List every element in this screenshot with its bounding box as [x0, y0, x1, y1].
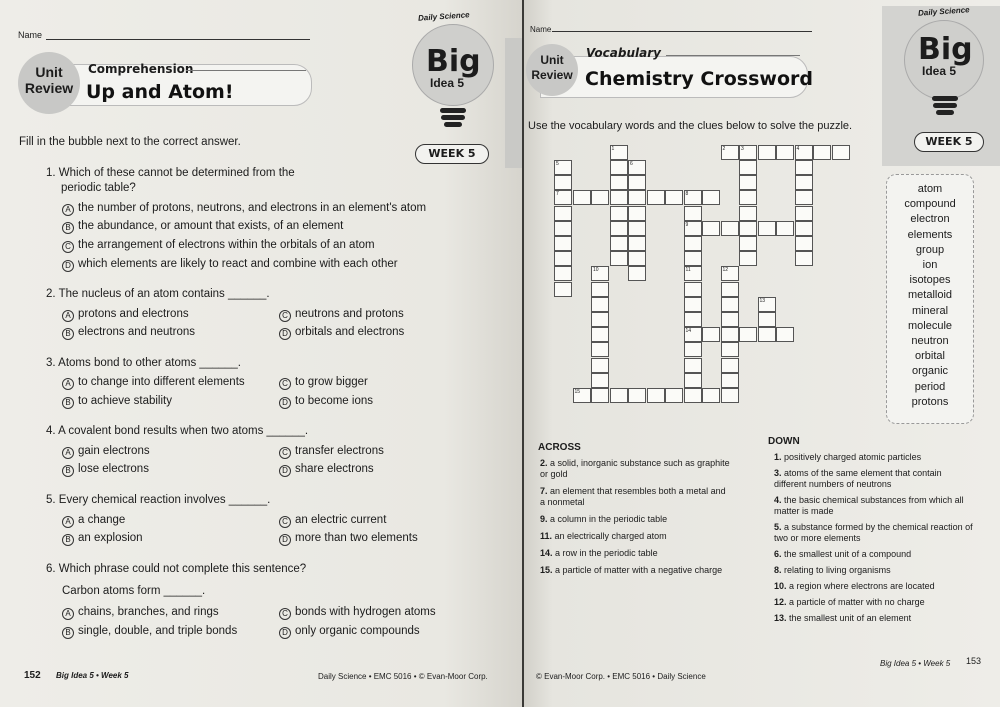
down-clue: [774, 581, 974, 592]
crossword-cell[interactable]: [628, 388, 646, 403]
crossword-cell[interactable]: [776, 221, 794, 236]
question-3: 3. Atoms bond to other atoms ______.: [46, 357, 241, 369]
clue-text: the smallest unit of an element: [789, 613, 912, 623]
q3-option-d[interactable]: D to become ions: [279, 395, 373, 409]
name-line[interactable]: [552, 31, 812, 32]
crossword-cell[interactable]: [591, 342, 609, 357]
instruction-text: Use the vocabulary words and the clues below to solve the puzzle.: [528, 120, 853, 132]
clue-number-label: 13: [759, 297, 766, 304]
q4-option-d[interactable]: D share electrons: [279, 463, 374, 477]
q2-option-c[interactable]: C neutrons and protons: [279, 308, 404, 322]
word-bank-item: orbital: [915, 350, 945, 363]
word-bank: [886, 174, 974, 424]
crossword-cell[interactable]: [813, 145, 831, 160]
clue-number-label: 8: [685, 191, 689, 198]
unit-review-badge: [526, 44, 578, 96]
crossword-cell[interactable]: [591, 297, 609, 312]
question-6: 6. Which phrase could not complete this sentence?: [46, 563, 307, 575]
across-clues: [540, 458, 730, 582]
down-clue: [774, 597, 974, 608]
crossword-cell[interactable]: [610, 190, 628, 205]
clue-text: positively charged atomic particles: [784, 452, 922, 462]
q6-option-c[interactable]: C bonds with hydrogen atoms: [279, 606, 436, 620]
q5-option-a[interactable]: A a change: [62, 514, 125, 528]
crossword-cell[interactable]: [776, 145, 794, 160]
crossword-cell[interactable]: [628, 221, 646, 236]
footer-publisher: © Evan-Moor Corp. • EMC 5016 • Daily Science: [536, 672, 706, 681]
clue-number: 13.: [774, 613, 787, 623]
crossword-cell[interactable]: [628, 236, 646, 251]
crossword-cell[interactable]: [795, 160, 813, 175]
question-6-line2: Carbon atoms form ______.: [62, 585, 206, 597]
across-clue: [540, 531, 730, 542]
clue-number-label: 14: [685, 328, 692, 335]
q3-option-b[interactable]: B to achieve stability: [62, 395, 172, 409]
crossword-cell[interactable]: [684, 251, 702, 266]
clue-text: a particle of matter with a negative charge: [555, 565, 723, 575]
q1-option-d[interactable]: D which elements are likely to react and combine with each other: [62, 258, 398, 272]
across-clue: [540, 458, 730, 480]
clue-text: relating to living organisms: [784, 565, 891, 575]
crossword-cell[interactable]: [684, 342, 702, 357]
q6-option-d[interactable]: D only organic compounds: [279, 625, 420, 639]
word-bank-item: molecule: [907, 319, 953, 332]
clue-number-label: 1: [611, 145, 615, 152]
crossword-cell[interactable]: [573, 190, 591, 205]
section-kind: Vocabulary: [586, 46, 661, 60]
crossword-cell[interactable]: [795, 190, 813, 205]
bulb-base-icon: [440, 108, 466, 113]
down-clue: [774, 468, 974, 490]
down-clues: [774, 452, 974, 629]
q5-option-b[interactable]: B an explosion: [62, 532, 143, 546]
word-bank-item: protons: [911, 395, 949, 408]
q5-option-d[interactable]: D more than two elements: [279, 532, 418, 546]
unit-label: Unit: [540, 53, 564, 67]
name-label: Name: [18, 30, 43, 40]
crossword-cell[interactable]: [684, 206, 702, 221]
q3-option-a[interactable]: A to change into different elements: [62, 376, 245, 390]
crossword-cell[interactable]: [610, 175, 628, 190]
crossword-cell[interactable]: [665, 190, 683, 205]
crossword-cell[interactable]: [684, 358, 702, 373]
crossword-cell[interactable]: [591, 327, 609, 342]
crossword-cell[interactable]: [739, 327, 757, 342]
review-label: Review: [24, 80, 74, 96]
word-bank-item: isotopes: [909, 274, 951, 287]
crossword-cell[interactable]: [591, 282, 609, 297]
q3-option-c[interactable]: C to grow bigger: [279, 376, 368, 390]
crossword-cell[interactable]: [591, 388, 609, 403]
crossword-cell[interactable]: [554, 266, 572, 281]
clue-number: 3.: [774, 468, 782, 478]
crossword-cell[interactable]: [739, 206, 757, 221]
crossword-cell[interactable]: [684, 312, 702, 327]
crossword-cell[interactable]: [610, 236, 628, 251]
clue-number: 11.: [540, 531, 553, 541]
word-bank-item: elements: [907, 228, 953, 241]
word-bank-item: period: [914, 380, 946, 393]
crossword-cell[interactable]: [610, 221, 628, 236]
q1-option-a[interactable]: A the number of protons, neutrons, and electrons in an element's atom: [62, 202, 426, 216]
clue-number-label: 11: [685, 267, 691, 274]
bulb-base-icon-2: [441, 115, 465, 120]
across-clue: [540, 514, 730, 525]
question-1: 1. Which of these cannot be determined from the: [46, 167, 295, 179]
crossword-cell[interactable]: [554, 282, 572, 297]
clue-number-label: 4: [796, 145, 800, 152]
clue-text: a row in the periodic table: [555, 548, 658, 558]
crossword-cell[interactable]: [554, 206, 572, 221]
kind-rule: [186, 70, 306, 71]
q2-option-a[interactable]: A protons and electrons: [62, 308, 189, 322]
word-bank-item: mineral: [911, 304, 949, 317]
idea-label: Idea 5: [430, 76, 465, 90]
instruction-text: Fill in the bubble next to the correct answer.: [19, 136, 241, 148]
clue-number: 10.: [774, 581, 787, 591]
crossword-cell[interactable]: [610, 160, 628, 175]
daily-science-label: Daily Science: [917, 5, 970, 18]
bulb-base-icon-2: [933, 103, 957, 108]
crossword-cell[interactable]: [591, 312, 609, 327]
crossword-cell[interactable]: [758, 145, 776, 160]
daily-science-label: Daily Science: [417, 10, 470, 23]
crossword-cell[interactable]: [795, 206, 813, 221]
crossword-cell[interactable]: [721, 282, 739, 297]
bulb-base-icon-3: [444, 122, 462, 127]
crossword-cell[interactable]: [739, 251, 757, 266]
unit-label: Unit: [35, 64, 63, 80]
clue-number-label: 10: [593, 267, 599, 274]
crossword-cell[interactable]: [647, 388, 665, 403]
clue-text: a particle of matter with no charge: [789, 597, 925, 607]
clue-number-label: 7: [556, 191, 559, 198]
crossword-cell[interactable]: [721, 358, 739, 373]
crossword-cell[interactable]: [795, 251, 813, 266]
q4-option-b[interactable]: B lose electrons: [62, 463, 149, 477]
q6-option-a[interactable]: A chains, branches, and rings: [62, 606, 219, 620]
crossword-cell[interactable]: [795, 175, 813, 190]
crossword-cell[interactable]: [721, 312, 739, 327]
down-clue: [774, 495, 974, 517]
clue-text: atoms of the same element that contain different numbers of neutrons: [774, 468, 942, 489]
right-page: [524, 0, 1000, 707]
section-kind: Comprehension: [88, 62, 194, 76]
clue-number: 12.: [774, 597, 787, 607]
crossword-cell[interactable]: [721, 327, 739, 342]
big-label: Big: [426, 44, 481, 79]
crossword-cell[interactable]: [591, 358, 609, 373]
down-clue: [774, 522, 974, 544]
crossword-cell[interactable]: [739, 160, 757, 175]
clue-number: 4.: [774, 495, 782, 505]
clue-number: 2.: [540, 458, 548, 468]
big-idea-badge: [406, 6, 506, 146]
question-2: 2. The nucleus of an atom contains ______.: [46, 288, 270, 300]
down-clue: [774, 452, 974, 463]
across-title: ACROSS: [538, 442, 581, 453]
crossword-cell[interactable]: [758, 221, 776, 236]
crossword-cell[interactable]: [665, 388, 683, 403]
clue-number-label: 6: [630, 161, 633, 167]
down-clue: [774, 613, 974, 624]
crossword-cell[interactable]: [684, 388, 702, 403]
clue-number: 1.: [774, 452, 782, 462]
word-bank-item: group: [915, 243, 945, 256]
crossword-cell[interactable]: [610, 251, 628, 266]
down-clue: [774, 549, 974, 560]
page-title: Up and Atom!: [86, 81, 234, 103]
side-strip: [505, 38, 522, 168]
clue-text: a column in the periodic table: [550, 514, 668, 524]
crossword-cell[interactable]: [628, 266, 646, 281]
crossword-cell[interactable]: [628, 175, 646, 190]
name-label: Name: [530, 25, 552, 34]
crossword-cell[interactable]: [739, 190, 757, 205]
clue-number-label: 15: [574, 389, 581, 395]
q4-option-c[interactable]: C transfer electrons: [279, 445, 384, 459]
crossword-cell[interactable]: [591, 190, 609, 205]
idea-label: Idea 5: [922, 64, 957, 78]
review-label: Review: [531, 68, 573, 82]
clue-text: a solid, inorganic substance such as graphite or gold: [540, 458, 730, 479]
crossword-cell[interactable]: [554, 251, 572, 266]
crossword-cell[interactable]: [776, 327, 794, 342]
clue-text: a substance formed by the chemical reaction of two or more elements: [774, 522, 973, 543]
crossword-cell[interactable]: [684, 282, 702, 297]
clue-number: 6.: [774, 549, 782, 559]
footer-week: Big Idea 5 • Week 5: [880, 659, 951, 668]
down-title: DOWN: [768, 436, 800, 447]
word-bank-item: organic: [911, 365, 949, 378]
page-number: 153: [966, 656, 982, 666]
clue-number: 5.: [774, 522, 782, 532]
crossword-cell[interactable]: [832, 145, 850, 160]
clue-number: 8.: [774, 565, 782, 575]
big-label: Big: [918, 32, 973, 67]
crossword-cell[interactable]: [721, 297, 739, 312]
word-bank-item: atom: [917, 183, 943, 195]
q6-option-b[interactable]: B single, double, and triple bonds: [62, 625, 237, 639]
crossword-cell[interactable]: [610, 388, 628, 403]
across-clue: [540, 565, 730, 576]
crossword-cell[interactable]: [647, 190, 665, 205]
footer-week: Big Idea 5 • Week 5: [56, 671, 129, 680]
clue-number-label: 5: [556, 161, 559, 167]
crossword-cell[interactable]: [795, 221, 813, 236]
page-number: 152: [24, 670, 41, 681]
crossword-cell[interactable]: [739, 221, 757, 236]
crossword-cell[interactable]: [739, 236, 757, 251]
q1-option-c[interactable]: C the arrangement of electrons within the orbitals of an atom: [62, 239, 375, 253]
crossword-cell[interactable]: [684, 373, 702, 388]
crossword-cell[interactable]: [684, 297, 702, 312]
clue-text: the smallest unit of a compound: [784, 549, 912, 559]
crossword-cell[interactable]: [628, 251, 646, 266]
across-clue: [540, 486, 730, 508]
across-clue: [540, 548, 730, 559]
q4-option-a[interactable]: A gain electrons: [62, 445, 150, 459]
clue-number: 9.: [540, 514, 548, 524]
clue-text: an electrically charged atom: [554, 531, 667, 541]
week-badge: WEEK 5: [914, 132, 984, 152]
clue-number-label: 2: [722, 145, 726, 152]
word-bank-item: electron: [910, 213, 950, 226]
crossword-cell[interactable]: [721, 388, 739, 403]
crossword-cell[interactable]: [758, 312, 776, 327]
crossword-cell[interactable]: [702, 388, 720, 403]
word-bank-item: neutron: [911, 335, 949, 347]
clue-number-label: 9: [685, 221, 689, 228]
crossword-cell[interactable]: [702, 327, 720, 342]
unit-review-badge: [18, 52, 80, 114]
clue-number-label: 12: [722, 267, 729, 274]
clue-number: 7.: [540, 486, 548, 496]
q1-option-b[interactable]: B the abundance, or amount that exists, of an element: [62, 220, 343, 234]
clue-text: the basic chemical substances from which all matter is made: [774, 495, 964, 516]
question-1-line2: periodic table?: [61, 182, 136, 194]
crossword-cell[interactable]: [795, 236, 813, 251]
crossword-cell[interactable]: [554, 236, 572, 251]
kind-rule: [666, 55, 800, 56]
page-title: Chemistry Crossword: [585, 68, 813, 90]
bulb-base-icon: [932, 96, 958, 101]
clue-number-label: 3: [741, 145, 744, 152]
week-badge: WEEK 5: [415, 144, 489, 164]
word-bank-item: metalloid: [907, 289, 953, 302]
footer-publisher: Daily Science • EMC 5016 • © Evan-Moor Corp.: [318, 672, 488, 681]
big-idea-badge: [902, 4, 998, 134]
crossword-cell[interactable]: [628, 190, 646, 205]
clue-text: an element that resembles both a metal and a nonmetal: [540, 486, 726, 507]
question-5: 5. Every chemical reaction involves ______.: [46, 494, 271, 506]
clue-number: 14.: [540, 548, 553, 558]
crossword-cell[interactable]: [628, 206, 646, 221]
word-bank-item: ion: [922, 259, 938, 271]
crossword-cell[interactable]: [702, 221, 720, 236]
q5-option-c[interactable]: C an electric current: [279, 514, 386, 528]
crossword-cell[interactable]: [721, 373, 739, 388]
crossword-cell[interactable]: [591, 373, 609, 388]
crossword-cell[interactable]: [721, 342, 739, 357]
name-line[interactable]: [46, 39, 310, 40]
crossword-cell[interactable]: [554, 221, 572, 236]
clue-text: a region where electrons are located: [789, 581, 935, 591]
crossword-cell[interactable]: [702, 190, 720, 205]
crossword-cell[interactable]: [554, 175, 572, 190]
question-4: 4. A covalent bond results when two atoms ______.: [46, 425, 309, 437]
crossword-cell[interactable]: [684, 236, 702, 251]
crossword-cell[interactable]: [758, 327, 776, 342]
down-clue: [774, 565, 974, 576]
q2-option-d[interactable]: D orbitals and electrons: [279, 326, 404, 340]
clue-number: 15.: [540, 565, 553, 575]
crossword-cell[interactable]: [610, 206, 628, 221]
q2-option-b[interactable]: B electrons and neutrons: [62, 326, 195, 340]
bulb-base-icon-3: [936, 110, 954, 115]
crossword-cell[interactable]: [739, 175, 757, 190]
crossword-cell[interactable]: [721, 221, 739, 236]
word-bank-item: compound: [904, 198, 956, 211]
